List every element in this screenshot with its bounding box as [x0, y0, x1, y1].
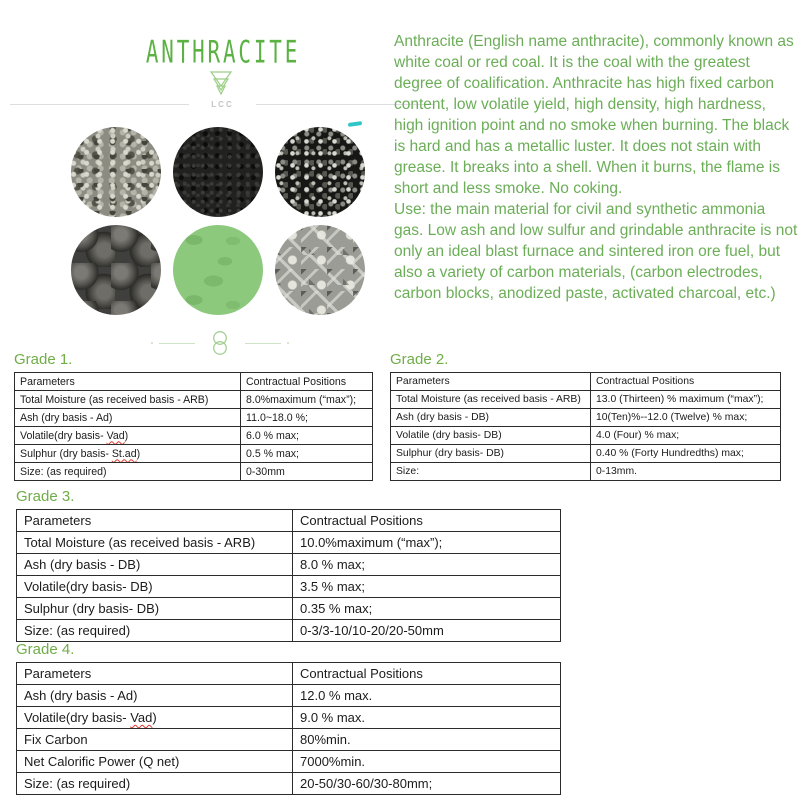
- grade-4-title: Grade 4.: [16, 641, 75, 658]
- divider-line: [245, 343, 281, 344]
- divider-line: [159, 343, 195, 344]
- parameter-cell: Total Moisture (as received basis - ARB): [17, 532, 293, 554]
- table-row: [391, 391, 781, 409]
- parameter-cell: Volatile(dry basis- DB): [17, 576, 293, 598]
- grade-3-table: [16, 509, 561, 642]
- grade-1-table: [14, 372, 373, 481]
- column-header: Parameters: [17, 510, 293, 532]
- grade-2-table: [390, 372, 781, 481]
- grade-2-section: [390, 351, 781, 481]
- column-header: Parameters: [391, 373, 591, 391]
- parameter-cell: Size: (as required): [17, 773, 293, 795]
- brand-abbr: LCC: [211, 99, 234, 109]
- table-row: [17, 620, 561, 642]
- value-cell: 0-13mm.: [591, 463, 781, 481]
- table-row: [17, 751, 561, 773]
- value-cell: 0-30mm: [241, 463, 373, 481]
- table-header-row: [15, 373, 373, 391]
- grade-3-title: Grade 3.: [16, 488, 75, 505]
- value-cell: 0.5 % max;: [241, 445, 373, 463]
- misspelled-word: Vad: [130, 710, 153, 725]
- table-header-row: [391, 373, 781, 391]
- divider-dot: [151, 342, 153, 344]
- parameter-cell: Total Moisture (as received basis - ARB): [391, 391, 591, 409]
- leaf-pattern-circle: [173, 225, 263, 315]
- column-header: Contractual Positions: [591, 373, 781, 391]
- table-row: [15, 463, 373, 481]
- table-row: [391, 427, 781, 445]
- value-cell: 6.0 % max;: [241, 427, 373, 445]
- table-row: [17, 598, 561, 620]
- grade-4-section: [16, 641, 561, 795]
- table-header-row: [17, 510, 561, 532]
- column-header: Parameters: [15, 373, 241, 391]
- column-header: Parameters: [17, 663, 293, 685]
- parameter-cell: Volatile (dry basis- DB): [391, 427, 591, 445]
- table-row: [15, 445, 373, 463]
- coal-photo-briquettes: [71, 225, 161, 315]
- parameter-cell: Volatile(dry basis- Vad): [15, 427, 241, 445]
- description: [394, 31, 798, 304]
- table-row: [15, 409, 373, 427]
- parameter-cell: Net Calorific Power (Q net): [17, 751, 293, 773]
- value-cell: 10.0%maximum (“max”);: [293, 532, 561, 554]
- column-header: Contractual Positions: [293, 510, 561, 532]
- misspelled-word: Vad: [106, 429, 125, 442]
- coal-photo-fine-black: [173, 127, 263, 217]
- misspelled-word: St.ad: [111, 447, 137, 460]
- value-cell: 11.0~18.0 %;: [241, 409, 373, 427]
- value-cell: 12.0 % max.: [293, 685, 561, 707]
- value-cell: 80%min.: [293, 729, 561, 751]
- table-row: [17, 576, 561, 598]
- value-cell: 3.5 % max;: [293, 576, 561, 598]
- table-row: [15, 427, 373, 445]
- grade-3-section: [16, 488, 561, 642]
- parameter-cell: Sulphur (dry basis- DB): [17, 598, 293, 620]
- value-cell: 9.0 % max.: [293, 707, 561, 729]
- divider-line-left: [10, 104, 189, 105]
- value-cell: 13.0 (Thirteen) % maximum (“max”);: [591, 391, 781, 409]
- table-row: [17, 532, 561, 554]
- value-cell: 20-50/30-60/30-80mm;: [293, 773, 561, 795]
- table-row: [391, 463, 781, 481]
- value-cell: 0.35 % max;: [293, 598, 561, 620]
- parameter-cell: Size: (as required): [15, 463, 241, 481]
- column-header: Contractual Positions: [293, 663, 561, 685]
- value-cell: 8.0 % max;: [293, 554, 561, 576]
- parameter-cell: Size:: [391, 463, 591, 481]
- table-row: [15, 391, 373, 409]
- description-paragraph: Anthracite (English name anthracite), commonly known as white coal or red coal. It is the coal with the greatest degree of coalification. Anthracite has high fixed carbon content, low volatile yield, high density, high hardness, high ignition point and no smoke when burning. The black is hard and has a metallic luster. It does not stain with grease. It breaks into a shell. When it burns, the flame is short and less smoke. No coking.: [394, 33, 794, 197]
- value-cell: 4.0 (Four) % max;: [591, 427, 781, 445]
- table-row: [17, 707, 561, 729]
- coal-photo-shiny-chunks: [275, 127, 365, 217]
- description-usage-paragraph: Use: the main material for civil and synthetic ammonia gas. Low ash and low sulfur and grindable anthracite is not only an ideal blast furnace and sintered iron ore fuel, but also a variety of carbon materials, (carbon electrodes, carbon blocks, anodized paste, activated charcoal, etc.): [394, 201, 798, 302]
- table-header-row: [17, 663, 561, 685]
- parameter-cell: Total Moisture (as received basis - ARB): [15, 391, 241, 409]
- grade-1-section: [14, 351, 373, 481]
- teal-watermark: [348, 121, 362, 127]
- table-row: [17, 729, 561, 751]
- parameter-cell: Size: (as required): [17, 620, 293, 642]
- parameter-cell: Fix Carbon: [17, 729, 293, 751]
- value-cell: 7000%min.: [293, 751, 561, 773]
- value-cell: 0-3/3-10/10-20/20-50mm: [293, 620, 561, 642]
- parameter-cell: Ash (dry basis - Ad): [17, 685, 293, 707]
- column-header: Contractual Positions: [241, 373, 373, 391]
- parameter-cell: Sulphur (dry basis- St.ad): [15, 445, 241, 463]
- table-row: [391, 409, 781, 427]
- table-row: [17, 773, 561, 795]
- table-row: [17, 685, 561, 707]
- grade-4-table: [16, 662, 561, 795]
- parameter-cell: Ash (dry basis - DB): [17, 554, 293, 576]
- grade-1-title: Grade 1.: [14, 351, 73, 368]
- table-row: [391, 445, 781, 463]
- parameter-cell: Volatile(dry basis- Vad): [17, 707, 293, 729]
- page-title: ANTHRACITE: [145, 36, 301, 71]
- table-row: [17, 554, 561, 576]
- coal-photo-gray-speckled: [71, 127, 161, 217]
- parameter-cell: Ash (dry basis - DB): [391, 409, 591, 427]
- parameter-cell: Ash (dry basis - Ad): [15, 409, 241, 427]
- grade-2-title: Grade 2.: [390, 351, 449, 368]
- parameter-cell: Sulphur (dry basis- DB): [391, 445, 591, 463]
- value-cell: 10(Ten)%--12.0 (Twelve) % max;: [591, 409, 781, 427]
- value-cell: 8.0%maximum (“max”);: [241, 391, 373, 409]
- brand-divider: [10, 99, 435, 109]
- divider-dot: [287, 342, 289, 344]
- coal-photo-gray-chunks: [275, 225, 365, 315]
- value-cell: 0.40 % (Forty Hundredths) max;: [591, 445, 781, 463]
- triangle-ornament-icon: [209, 70, 233, 98]
